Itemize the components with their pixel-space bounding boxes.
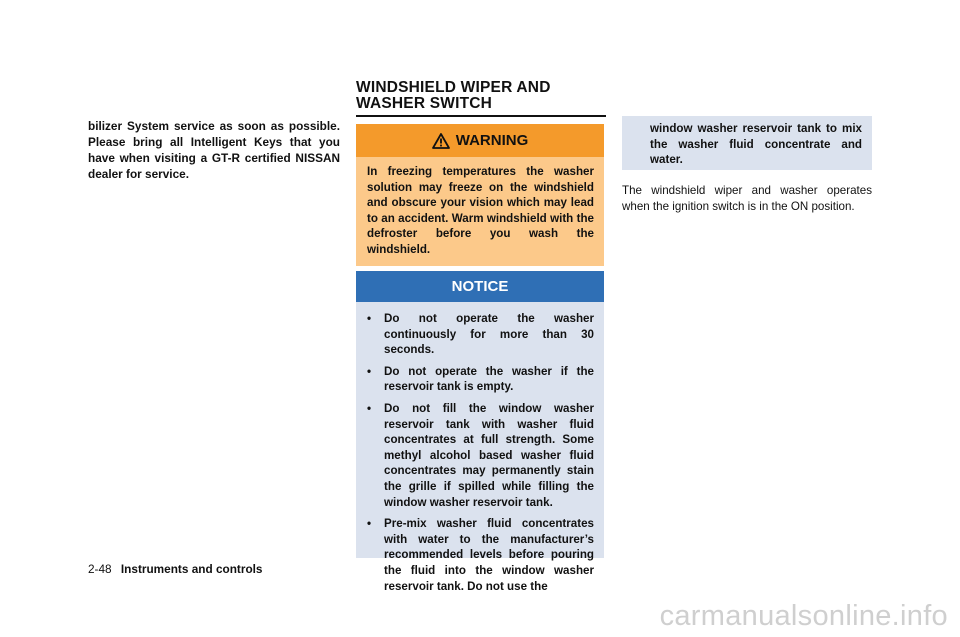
- notice-continued-text: window washer reservoir tank to mix the washer fluid concentrate and water.: [650, 122, 862, 167]
- page-footer: [88, 562, 263, 576]
- section-title: WINDSHIELD WIPER AND WASHER SWITCH: [356, 80, 606, 117]
- watermark: carmanualsonline.info: [659, 600, 948, 632]
- list-item: • Do not fill the window washer reservoir tank with washer fluid concentrates at full strength. Some methyl alcohol based washer fluid concentrates may permanently stain the grille if spilled while filling the window washer reservoir tank.: [367, 401, 594, 510]
- chapter-title: Instruments and controls: [120, 562, 263, 576]
- warning-triangle-icon: [432, 133, 450, 149]
- warning-heading: WARNING: [455, 132, 529, 149]
- notice-list: [356, 302, 604, 594]
- continued-paragraph: bilizer System service as soon as possible. Please bring all Intelligent Keys that you have when visiting a GT-R certified NISSAN dealer for service.: [88, 119, 340, 181]
- notice-heading: NOTICE: [451, 278, 509, 295]
- body-paragraph: The windshield wiper and washer operates when the ignition switch is in the ON position.: [622, 184, 872, 213]
- list-item: • Do not operate the washer if the reservoir tank is empty.: [367, 364, 594, 395]
- page-number: 2-48: [88, 562, 112, 576]
- list-item: • Do not operate the washer continuously for more than 30 seconds.: [367, 311, 594, 358]
- notice-header: [356, 271, 604, 302]
- notice-continued-box: [622, 116, 872, 170]
- warning-header: [356, 124, 604, 157]
- list-item: • Pre-mix washer fluid concentrates with water to the manufacturer’s recommended levels before pouring the fluid into the window washer reservoir tank. Do not use the: [367, 516, 594, 594]
- warning-text: In freezing temperatures the washer solution may freeze on the windshield and obscure your vision which may lead to an accident. Warm windshield with the defroster before you wash the windshield.: [367, 165, 594, 256]
- notice-box: [356, 271, 604, 593]
- warning-box: [356, 124, 604, 266]
